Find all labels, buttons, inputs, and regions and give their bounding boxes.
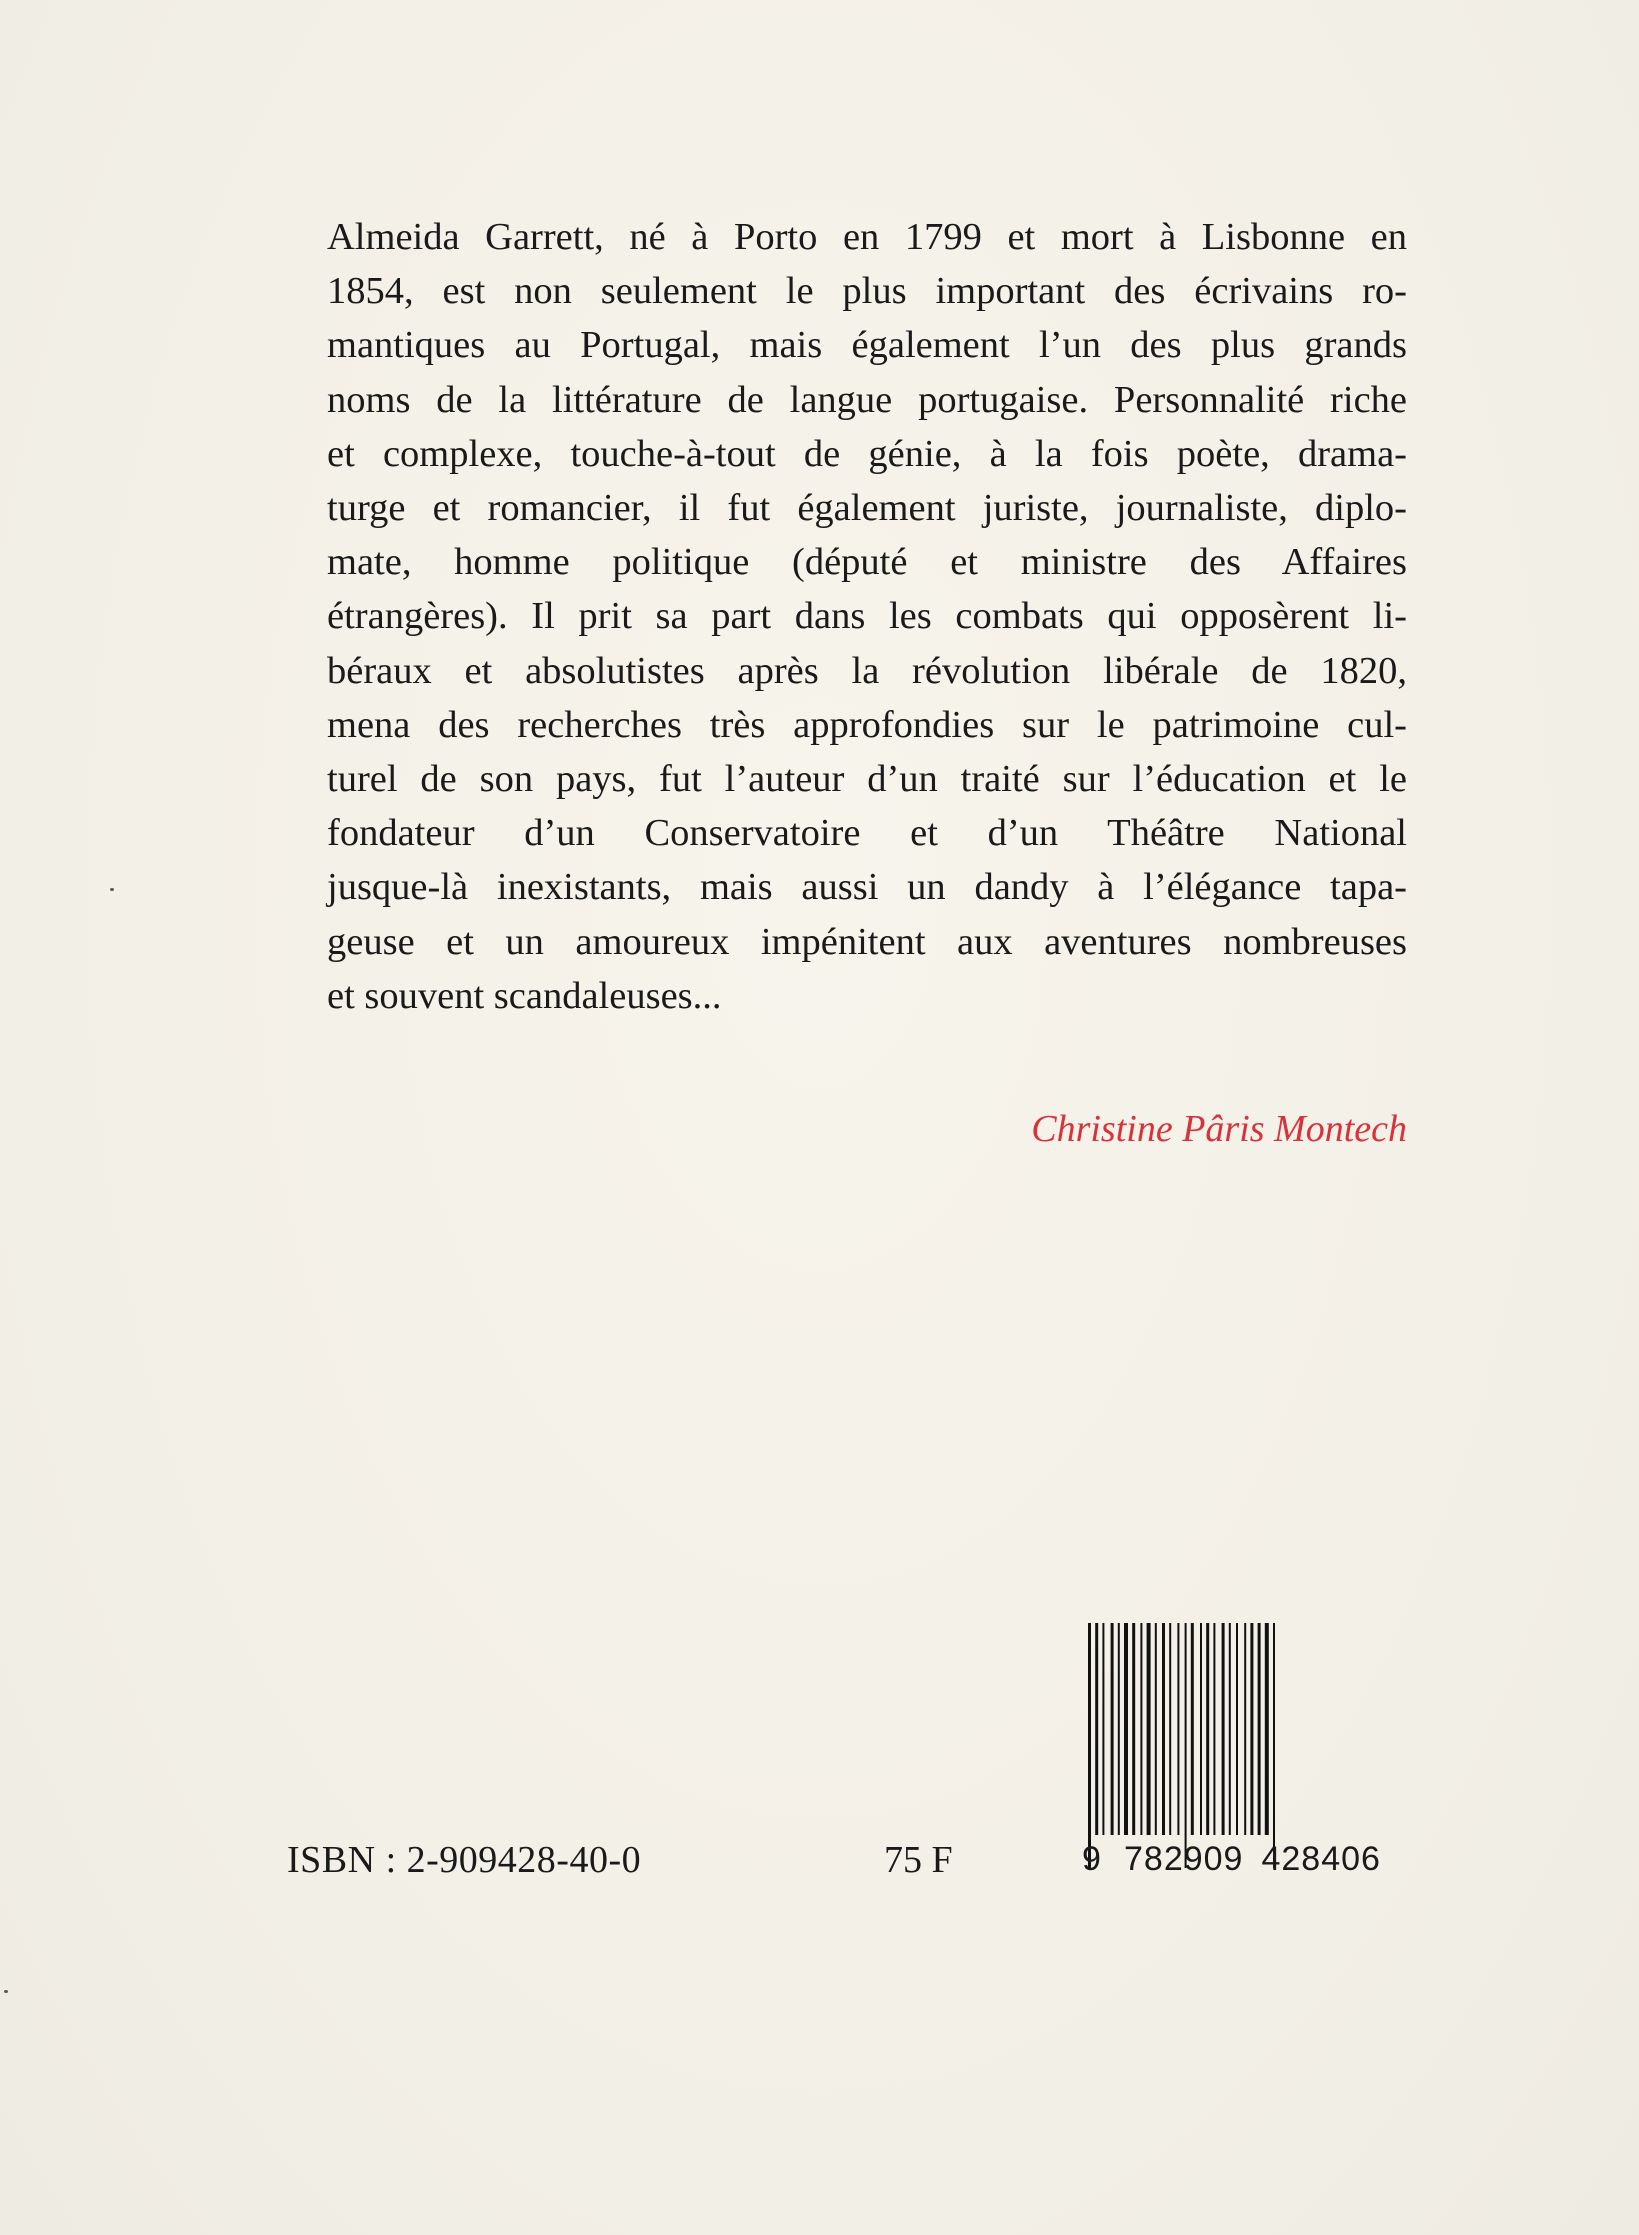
blurb-line: geuse et un amoureux impénitent aux aventures nombreuses	[327, 920, 1407, 963]
barcode-bar	[1250, 1623, 1253, 1835]
barcode-bar	[1147, 1623, 1151, 1835]
barcode-bar	[1213, 1623, 1215, 1835]
barcode-bar	[1229, 1623, 1231, 1835]
barcode-bar	[1162, 1623, 1165, 1835]
blurb-line: jusque-là inexistants, mais aussi un dandy à l’élégance tapa-	[327, 866, 1407, 909]
barcode-bar	[1177, 1623, 1179, 1835]
blurb-line: et complexe, touche-à-tout de génie, à la fois poète, drama-	[327, 432, 1407, 475]
barcode-bar	[1118, 1623, 1120, 1835]
barcode-left-group: 782909	[1124, 1840, 1244, 1878]
paper-speck	[110, 888, 114, 891]
blurb-line: turge et romancier, il fut également juriste, journaliste, diplo-	[327, 487, 1407, 530]
barcode-bar	[1169, 1623, 1171, 1835]
barcode-bar	[1191, 1623, 1194, 1835]
barcode-bar	[1273, 1623, 1275, 1868]
isbn: ISBN : 2-909428-40-0	[287, 1839, 642, 1881]
barcode-bar	[1265, 1623, 1269, 1835]
barcode-bar	[1111, 1623, 1114, 1835]
barcode-bar	[1185, 1623, 1187, 1868]
blurb-line: fondateur d’un Conservatoire et d’un Théâtre National	[327, 812, 1407, 855]
barcode-right-group: 428406	[1261, 1840, 1381, 1878]
blurb-line: mate, homme politique (député et ministre des Affaires	[327, 541, 1407, 584]
barcode-bar	[1132, 1623, 1135, 1835]
blurb-line: béraux et absolutistes après la révolution libérale de 1820,	[327, 649, 1407, 692]
barcode-bar	[1258, 1623, 1261, 1835]
blurb-line: noms de la littérature de langue portugaise. Personnalité riche	[327, 378, 1407, 421]
barcode-bar	[1200, 1623, 1202, 1835]
barcode-bar	[1124, 1623, 1128, 1835]
barcode-first-digit: 9	[1082, 1840, 1102, 1878]
blurb-paragraph	[327, 210, 1407, 1023]
author-signature: Christine Pâris Montech	[1031, 1108, 1407, 1150]
blurb-line: mantiques au Portugal, mais également l’un des plus grands	[327, 324, 1407, 367]
barcode-bar	[1102, 1623, 1104, 1835]
barcode-bar	[1222, 1623, 1225, 1835]
barcode-bar	[1206, 1623, 1209, 1835]
blurb-line: étrangères). Il prit sa part dans les combats qui opposèrent li-	[327, 595, 1407, 638]
barcode-bar	[1140, 1623, 1142, 1835]
barcode-bar	[1155, 1623, 1157, 1835]
barcode-bar	[1095, 1623, 1098, 1835]
blurb-line: et souvent scandaleuses...	[327, 974, 722, 1017]
blurb-line: Almeida Garrett, né à Porto en 1799 et mort à Lisbonne en	[327, 216, 1407, 258]
paper-speck	[4, 1990, 8, 1993]
barcode-digits	[1082, 1840, 1381, 1879]
blurb-line: 1854, est non seulement le plus important des écrivains ro-	[327, 270, 1407, 313]
barcode-bar	[1236, 1623, 1238, 1835]
price: 75 F	[884, 1839, 953, 1881]
barcode-bar	[1244, 1623, 1246, 1835]
blurb-line: mena des recherches très approfondies sur le patrimoine cul-	[327, 703, 1407, 746]
blurb-line: turel de son pays, fut l’auteur d’un traité sur l’éducation et le	[327, 758, 1407, 801]
barcode-bar	[1088, 1623, 1091, 1868]
